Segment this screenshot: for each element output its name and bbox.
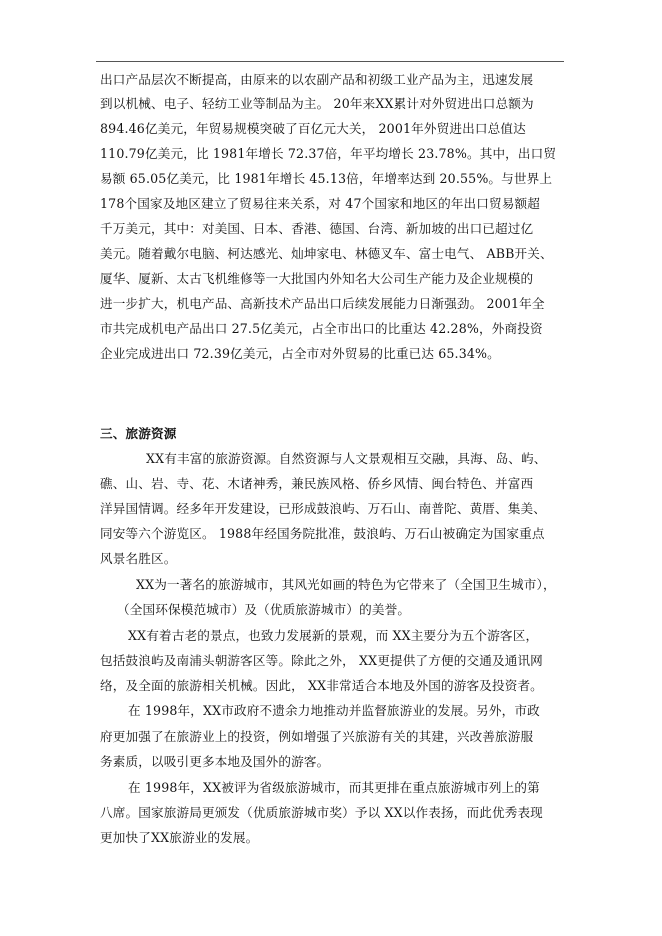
text-line: XX有丰富的旅游资源。自然资源与人文景观相互交融，具海、岛、屿、 xyxy=(146,451,547,466)
text-line: 市共完成机电产品出口 27.5亿美元，占全市出口的比重达 42.28%，外商投资 xyxy=(100,321,543,336)
text-line: 同安等六个游览区。 1988年经国务院批准，鼓浪屿、万石山被确定为国家重点 xyxy=(100,526,545,541)
text-line: 络，及全面的旅游相关机械。因此， XX非常适合本地及外国的游客及投资者。 xyxy=(100,678,543,693)
text-line: 企业完成进出口 72.39亿美元，占全市对外贸易的比重已达 65.34%。 xyxy=(100,346,500,361)
header-rule xyxy=(96,61,564,62)
text-line: 在 1998年，XX被评为省级旅游城市，而其更排在重点旅游城市列上的第 xyxy=(128,780,540,795)
text-line: 894.46亿美元，年贸易规模突破了百亿元大关， 2001年外贸进出口总值达 xyxy=(100,121,526,136)
text-line: 进一步扩大，机电产品、高新技术产品出口后续发展能力日渐强劲。 2001年全 xyxy=(100,296,545,311)
text-line: 110.79亿美元，比 1981年增长 72.37倍，年平均增长 23.78%。其中，出口贸 xyxy=(100,146,557,161)
text-line: 府更加强了在旅游业上的投资，例如增强了兴旅游有关的其建，兴改善旅游服 xyxy=(100,729,534,744)
text-line: XX为一著名的旅游城市，其风光如画的特色为它带来了（全国卫生城市）， xyxy=(136,577,556,592)
text-line: 洋异国情调。经多年开发建设，已形成鼓浪屿、万石山、南普陀、黄厝、集美、 xyxy=(100,501,547,516)
section-heading: 三、旅游资源 xyxy=(100,426,177,441)
text-line: 风景名胜区。 xyxy=(100,551,177,566)
text-line: 更加快了XX旅游业的发展。 xyxy=(100,830,259,845)
text-line: 礁、山、岩、寺、花、木诸神秀，兼民族风格、侨乡风情、闽台特色、并富西 xyxy=(100,476,534,491)
text-line: 178个国家及地区建立了贸易往来关系，对 47个国家和地区的年出口贸易额超 xyxy=(100,196,541,211)
text-line: 在 1998年，XX市政府不遗余力地推动并监督旅游业的发展。另外，市政 xyxy=(128,703,540,718)
text-line: 美元。随着戴尔电脑、柯达感光、灿坤家电、林德叉车、富士电气、 ABB开关、 xyxy=(100,246,553,261)
text-line: 厦华、厦新、太古飞机维修等一大批国内外知名大公司生产能力及企业规模的 xyxy=(100,271,534,286)
text-line: 八席。国家旅游局更颁发（优质旅游城市奖）予以 XX以作表扬，而此优秀表现 xyxy=(100,805,543,820)
text-line: （全国环保模范城市）及（优质旅游城市）的美誉。 xyxy=(117,602,411,617)
text-line: 出口产品层次不断提高，由原来的以农副产品和初级工业产品为主，迅速发展 xyxy=(100,72,534,87)
text-line: 千万美元，其中：对美国、日本、香港、德国、台湾、新加坡的出口已超过亿 xyxy=(100,221,534,236)
text-line: XX有着古老的景点，也致力发展新的景观，而 XX主要分为五个游客区， xyxy=(128,628,539,643)
text-line: 到以机械、电子、轻纺工业等制品为主。 20年来XX累计对外贸进出口总额为 xyxy=(100,96,534,111)
text-line: 易额 65.05亿美元，比 1981年增长 45.13倍，年增率达到 20.55%。与世界上 xyxy=(100,171,553,186)
text-line: 务素质，以吸引更多本地及国外的游客。 xyxy=(100,754,330,769)
text-line: 包括鼓浪屿及南浦头朝游客区等。除此之外， XX更提供了方便的交通及通讯网 xyxy=(100,653,543,668)
